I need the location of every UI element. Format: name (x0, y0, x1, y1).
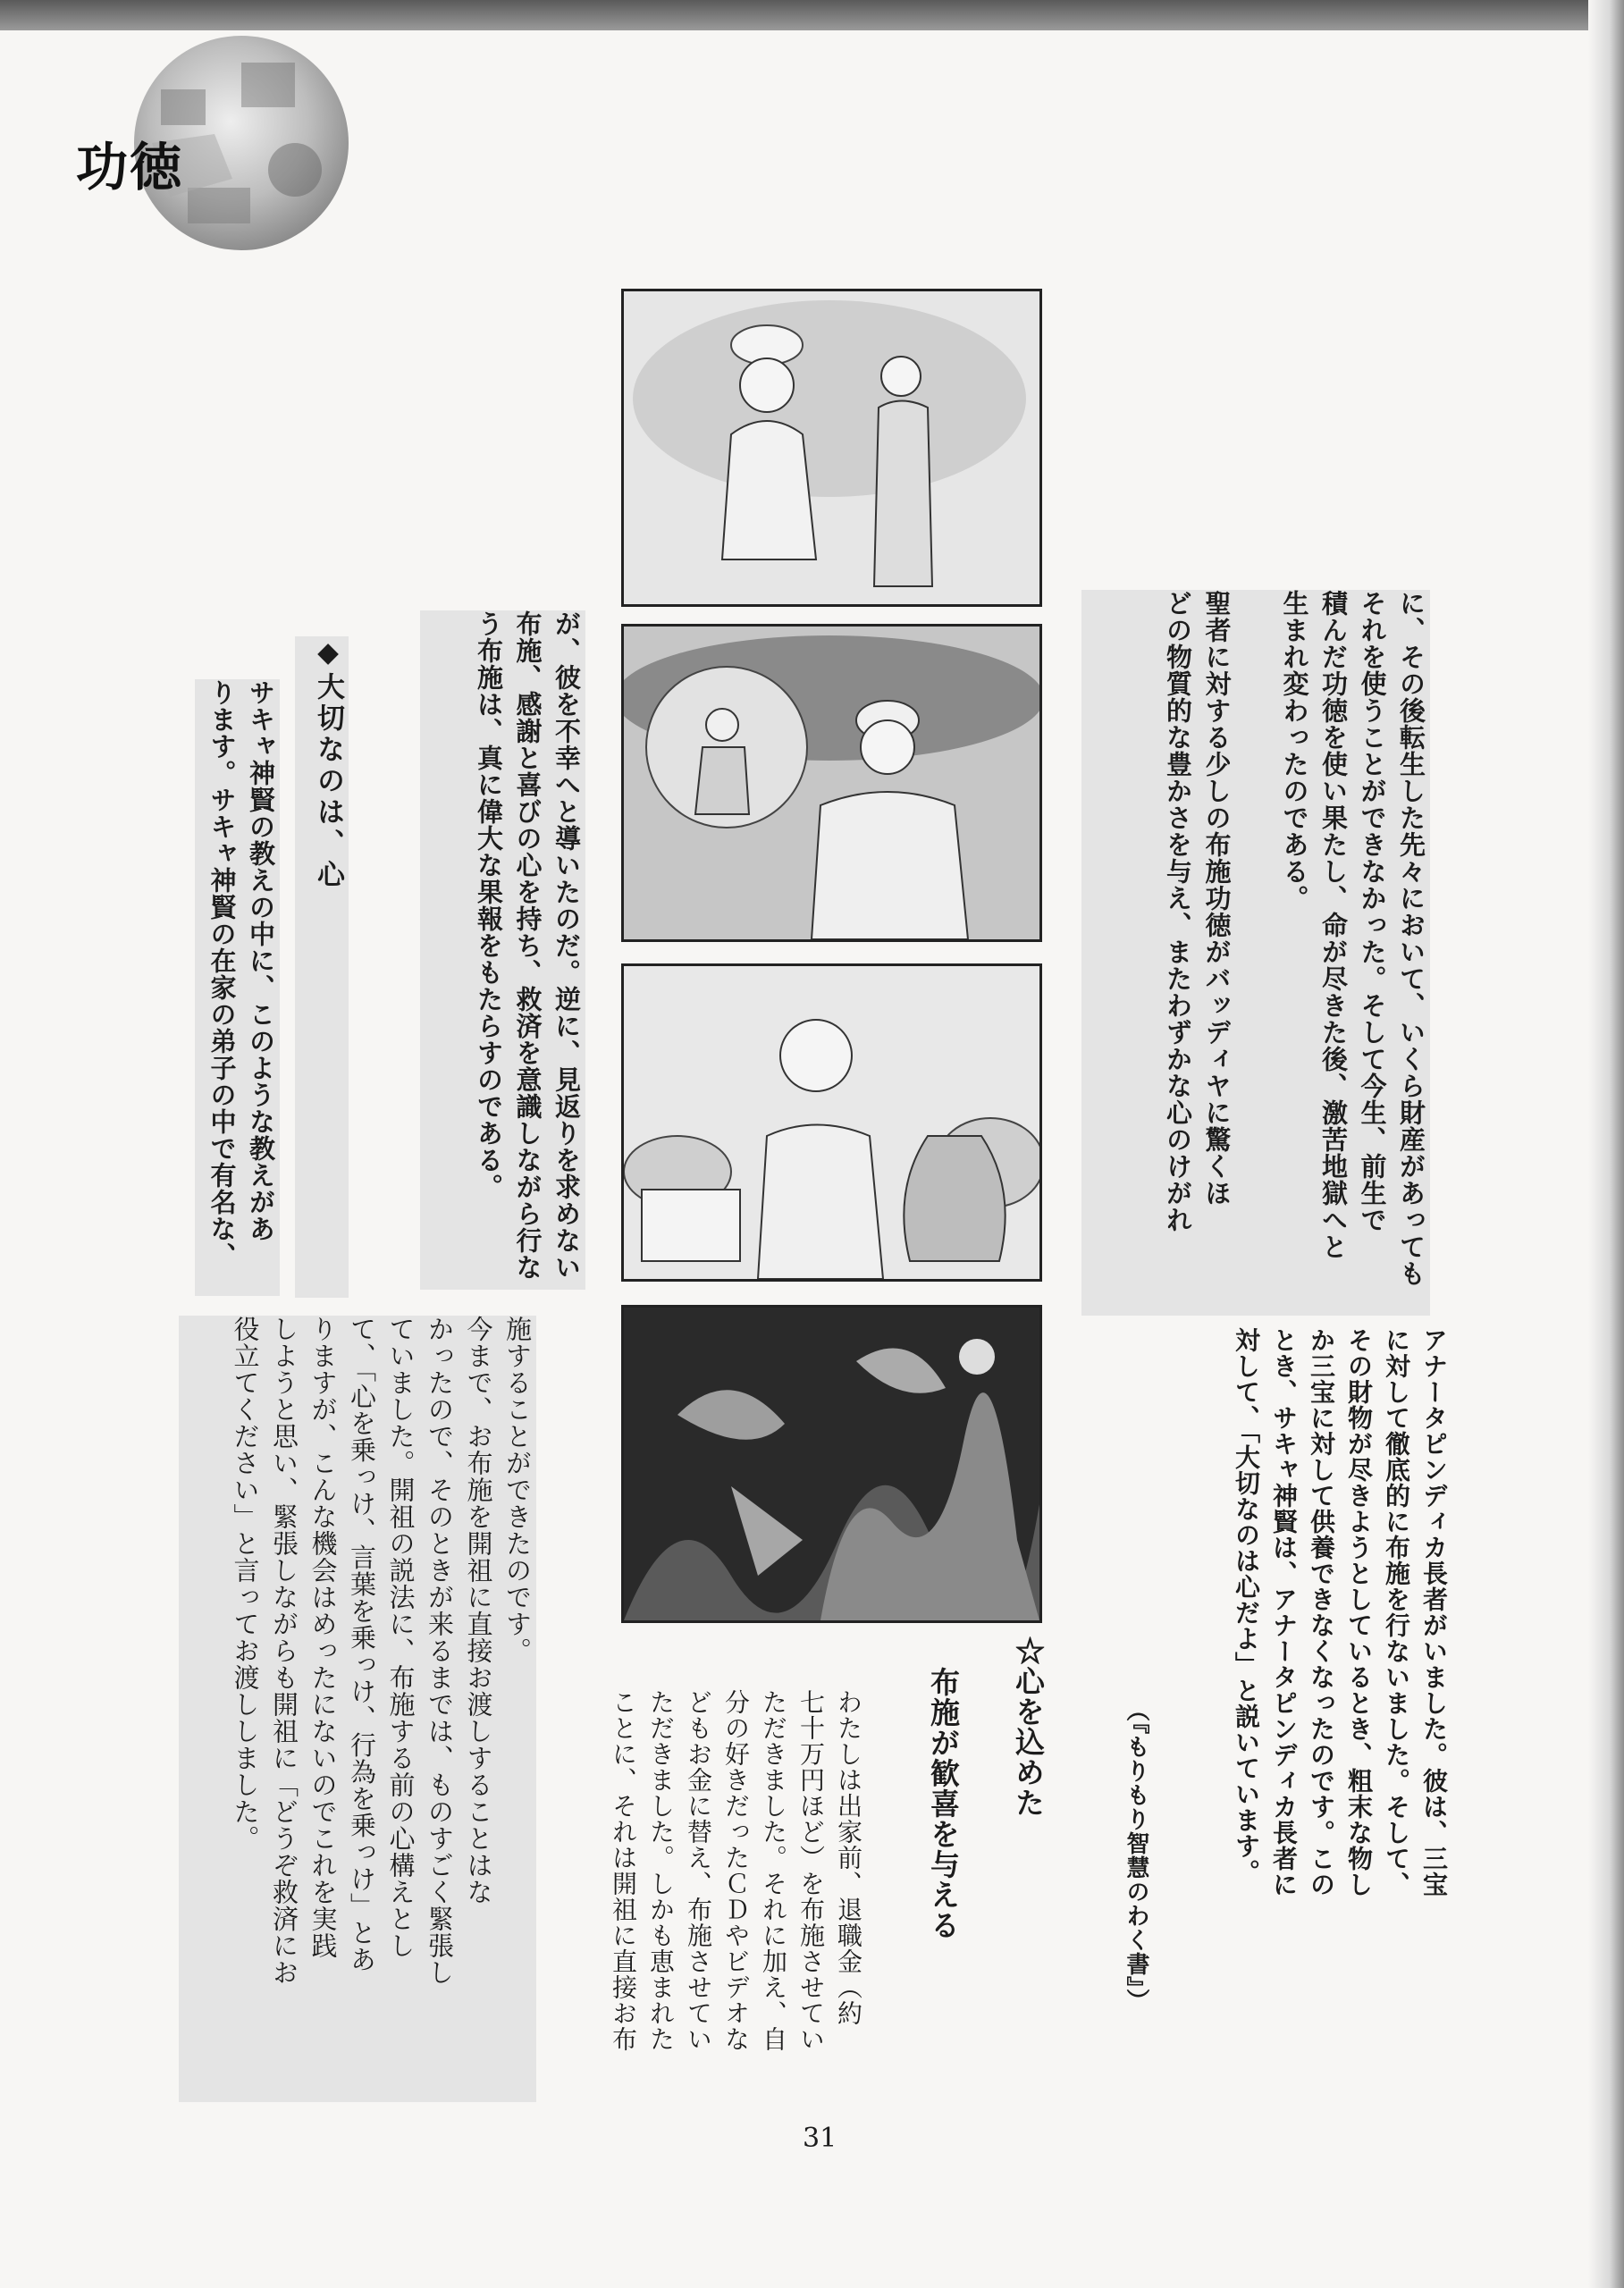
section-text: サキャ神賢の教えの中に、このような教えがあ ります。サキャ神賢の在家の弟子の中で有名な、 (195, 679, 280, 1296)
quote-text: アナータピンディカ長者がいました。彼は、三宝 に対して徹底的に布施を行ないました。そして、 その財物が尽きようとしているとき、粗末な物し か三宝に対して供養できなくなったのです。この とき、サキャ神賢は、アナータピンディカ長者に 対して、「大切なのは心だよ」と説いています。 (1232, 1327, 1449, 1897)
section-title: 功徳 (76, 137, 184, 198)
illustration-panel-monk (621, 289, 1042, 607)
story-upper-text: に、その後転生した先々において、いくら財産があっても それを使うことができなかった。そして今生、前生で 積んだ功徳を使い果たし、命が尽きた後、激苦地獄へと 生まれ変わったのである。 聖者に対する少しの布施功徳がバッディヤに驚くほ どの物質的な豊かさを与え、またわずかな心のけがれ (1081, 590, 1430, 1316)
testimony-left-text: 施することができたのです。 今まで、お布施を開祖に直接お渡しすることはな かったので、そのときが来るまでは、ものすごく緊張し ていました。開祖の説法に、布施する前の心構えとし て、「心を乗っけ、言葉を乗っけ、行為を乗っけ」とあ りますが、こんな機会はめったにないのでこれを実践 しようと思い、緊張しながらも開祖に「どうぞ救済にお 役立てください」と言ってお渡ししました。 (179, 1316, 536, 2102)
testimony-right-text: わたしは出家前、退職金（約 七十万円ほど）を布施させてい ただきました。それに加え、自 分の好きだったＣＤやビデオな どもお金に替え、布施させてい ただきました。しかも恵まれた ことに、それは開祖に直接お布 (609, 1689, 863, 2052)
testimony-title-line2: 布施が歓喜を与える (926, 1667, 961, 1940)
illustration-panel-wealth (621, 963, 1042, 1282)
illustration-panel-vision (621, 624, 1042, 942)
story-lower-text: が、彼を不幸へと導いたのだ。逆に、見返りを求めない 布施、感謝と喜びの心を持ち、救済を意識しながら行な う布施は、真に偉大な果報をもたらすのである。 (420, 610, 585, 1290)
testimony-title-line1: ☆心を込めた (1011, 1636, 1046, 1818)
scan-top-border (0, 0, 1624, 30)
quote-source: （『もりもり智慧のわく書』） (1123, 1698, 1149, 2013)
illustration-panel-hell (621, 1305, 1042, 1623)
page-number: 31 (803, 2123, 837, 2154)
page-curl-edge (1588, 0, 1624, 2288)
section-heading: ◆大切なのは、心 (295, 636, 349, 1298)
